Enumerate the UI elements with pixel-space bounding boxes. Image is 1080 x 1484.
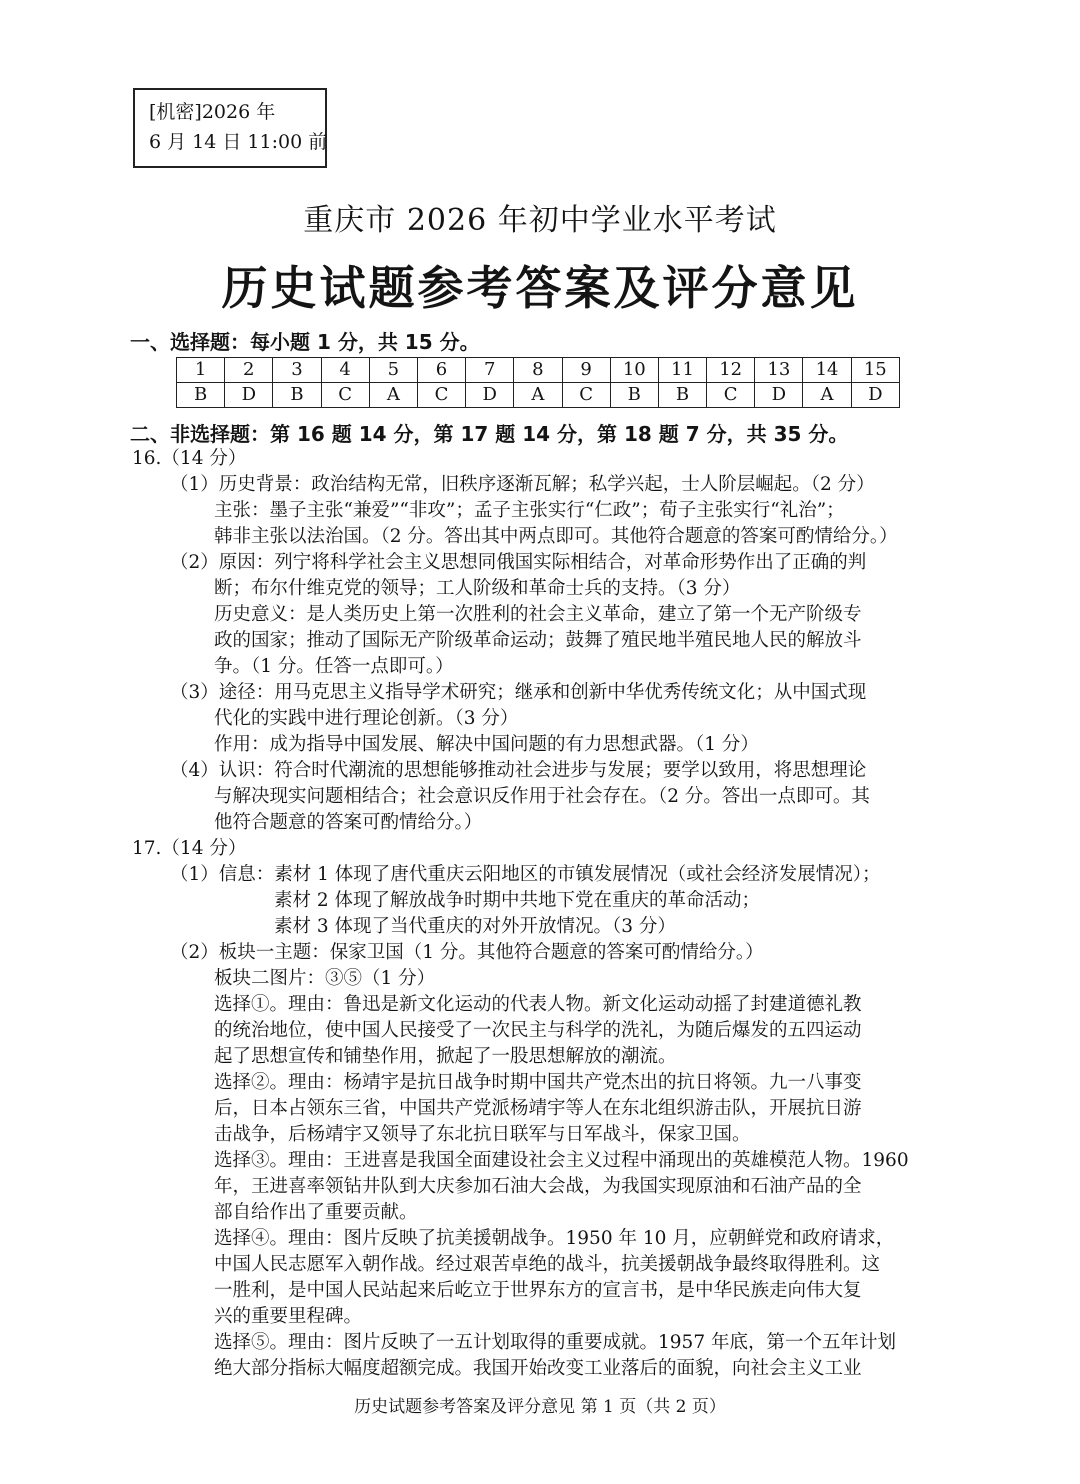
answer-line: 绝大部分指标大幅度超额完成。我国开始改变工业落后的面貌，向社会主义工业 xyxy=(214,1358,862,1379)
answer-cell: D xyxy=(225,383,273,408)
answer-line: 部自给作出了重要贡献。 xyxy=(214,1202,418,1223)
section-2-heading: 二、非选择题：第 16 题 14 分，第 17 题 14 分，第 18 题 7 分，共 35 分。 xyxy=(130,422,849,446)
answer-cell: B xyxy=(658,383,706,408)
question-number: 13 xyxy=(755,358,803,383)
question-number: 15 xyxy=(851,358,899,383)
question-number: 10 xyxy=(610,358,658,383)
document-title: 历史试题参考答案及评分意见 xyxy=(221,261,859,315)
answer-line: （3）途径：用马克思主义指导学术研究；继承和创新中华优秀传统文化；从中国式现 xyxy=(170,682,867,703)
question-number-row xyxy=(177,358,900,383)
answer-line: （1）历史背景：政治结构无常，旧秩序逐渐瓦解；私学兴起，士人阶层崛起。（2 分） xyxy=(170,474,875,495)
answer-cell: C xyxy=(562,383,610,408)
stamp-line-1: [机密]2026 年 xyxy=(149,101,276,123)
answer-line: 选择⑤。理由：图片反映了一五计划取得的重要成就。1957 年底，第一个五年计划 xyxy=(214,1332,896,1353)
answer-line: 主张：墨子主张“兼爱”“非攻”；孟子主张实行“仁政”；荀子主张实行“礼治”； xyxy=(214,500,845,521)
question-number: 7 xyxy=(466,358,514,383)
answer-line: 素材 2 体现了解放战争时期中共地下党在重庆的革命活动； xyxy=(274,890,761,911)
answer-line: 选择①。理由：鲁迅是新文化运动的代表人物。新文化运动动摇了封建道德礼教 xyxy=(214,994,862,1015)
answer-cell: C xyxy=(417,383,465,408)
answer-cell: D xyxy=(851,383,899,408)
answer-line: 与解决现实问题相结合；社会意识反作用于社会存在。（2 分。答出一点即可。其 xyxy=(214,786,870,807)
question-number: 5 xyxy=(369,358,417,383)
question-number: 1 xyxy=(177,358,225,383)
answer-line: 韩非主张以法治国。（2 分。答出其中两点即可。其他符合题意的答案可酌情给分。） xyxy=(214,526,898,547)
answer-line: （2）原因：列宁将科学社会主义思想同俄国实际相结合，对革命形势作出了正确的判 xyxy=(170,552,867,573)
answer-line: （4）认识：符合时代潮流的思想能够推动社会进步与发展；要学以致用，将思想理论 xyxy=(170,760,867,781)
answer-line: 起了思想宣传和铺垫作用，掀起了一股思想解放的潮流。 xyxy=(214,1046,677,1067)
answer-line: 板块二图片：③⑤（1 分） xyxy=(214,968,436,989)
question-number: 11 xyxy=(658,358,706,383)
answer-cell: B xyxy=(273,383,321,408)
answer-line: 代化的实践中进行理论创新。（3 分） xyxy=(214,708,519,729)
question-number: 9 xyxy=(562,358,610,383)
answer-line: 政的国家；推动了国际无产阶级革命运动；鼓舞了殖民地半殖民地人民的解放斗 xyxy=(214,630,862,651)
answer-line: 断；布尔什维克党的领导；工人阶级和革命士兵的支持。（3 分） xyxy=(214,578,741,599)
question-16-header: 16.（14 分） xyxy=(132,448,247,469)
answer-cell: D xyxy=(755,383,803,408)
answer-line: 年，王进喜率领钻井队到大庆参加石油大会战，为我国实现原油和石油产品的全 xyxy=(214,1176,862,1197)
answer-line: 选择③。理由：王进喜是我国全面建设社会主义过程中涌现出的英雄模范人物。1960 xyxy=(214,1150,909,1171)
question-number: 12 xyxy=(707,358,755,383)
answer-line: 中国人民志愿军入朝作战。经过艰苦卓绝的战斗，抗美援朝战争最终取得胜利。这 xyxy=(214,1254,881,1275)
answer-body xyxy=(132,446,962,1382)
answer-table xyxy=(176,357,900,408)
answer-cell: A xyxy=(369,383,417,408)
answer-cell: C xyxy=(321,383,369,408)
answer-cell: D xyxy=(466,383,514,408)
question-number: 14 xyxy=(803,358,851,383)
answer-line: 兴的重要里程碑。 xyxy=(214,1306,363,1327)
exam-title: 重庆市 2026 年初中学业水平考试 xyxy=(303,203,777,238)
question-number: 3 xyxy=(273,358,321,383)
answer-line: 他符合题意的答案可酌情给分。） xyxy=(214,812,483,833)
answer-cell: B xyxy=(610,383,658,408)
question-number: 6 xyxy=(417,358,465,383)
answer-line: 争。（1 分。任答一点即可。） xyxy=(214,656,454,677)
question-number: 4 xyxy=(321,358,369,383)
answer-line: （2）板块一主题：保家卫国（1 分。其他符合题意的答案可酌情给分。） xyxy=(170,942,764,963)
answer-line: 素材 3 体现了当代重庆的对外开放情况。（3 分） xyxy=(274,916,676,937)
answer-line: 选择④。理由：图片反映了抗美援朝战争。1950 年 10 月，应朝鲜党和政府请求， xyxy=(214,1228,895,1249)
confidential-stamp xyxy=(133,88,327,168)
question-number: 8 xyxy=(514,358,562,383)
page-footer: 历史试题参考答案及评分意见 第 1 页（共 2 页） xyxy=(354,1397,726,1417)
answer-line: 后，日本占领东三省，中国共产党派杨靖宇等人在东北组织游击队，开展抗日游 xyxy=(214,1098,862,1119)
answer-line: 选择②。理由：杨靖宇是抗日战争时期中国共产党杰出的抗日将领。九一八事变 xyxy=(214,1072,862,1093)
answer-line: 击战争，后杨靖宇又领导了东北抗日联军与日军战斗，保家卫国。 xyxy=(214,1124,751,1145)
stamp-line-2: 6 月 14 日 11:00 前 xyxy=(149,131,328,153)
answer-line: （1）信息：素材 1 体现了唐代重庆云阳地区的市镇发展情况（或社会经济发展情况）； xyxy=(170,864,881,885)
answer-line: 一胜利，是中国人民站起来后屹立于世界东方的宣言书，是中华民族走向伟大复 xyxy=(214,1280,862,1301)
answer-cell: A xyxy=(514,383,562,408)
question-number: 2 xyxy=(225,358,273,383)
answer-cell: B xyxy=(177,383,225,408)
answer-line: 的统治地位，使中国人民接受了一次民主与科学的洗礼，为随后爆发的五四运动 xyxy=(214,1020,862,1041)
answer-line: 历史意义：是人类历史上第一次胜利的社会主义革命，建立了第一个无产阶级专 xyxy=(214,604,862,625)
answer-cell: C xyxy=(707,383,755,408)
section-1-heading: 一、选择题：每小题 1 分，共 15 分。 xyxy=(130,330,480,354)
answer-row xyxy=(177,383,900,408)
question-17-header: 17.（14 分） xyxy=(132,838,247,859)
answer-line: 作用：成为指导中国发展、解决中国问题的有力思想武器。（1 分） xyxy=(214,734,759,755)
answer-cell: A xyxy=(803,383,851,408)
